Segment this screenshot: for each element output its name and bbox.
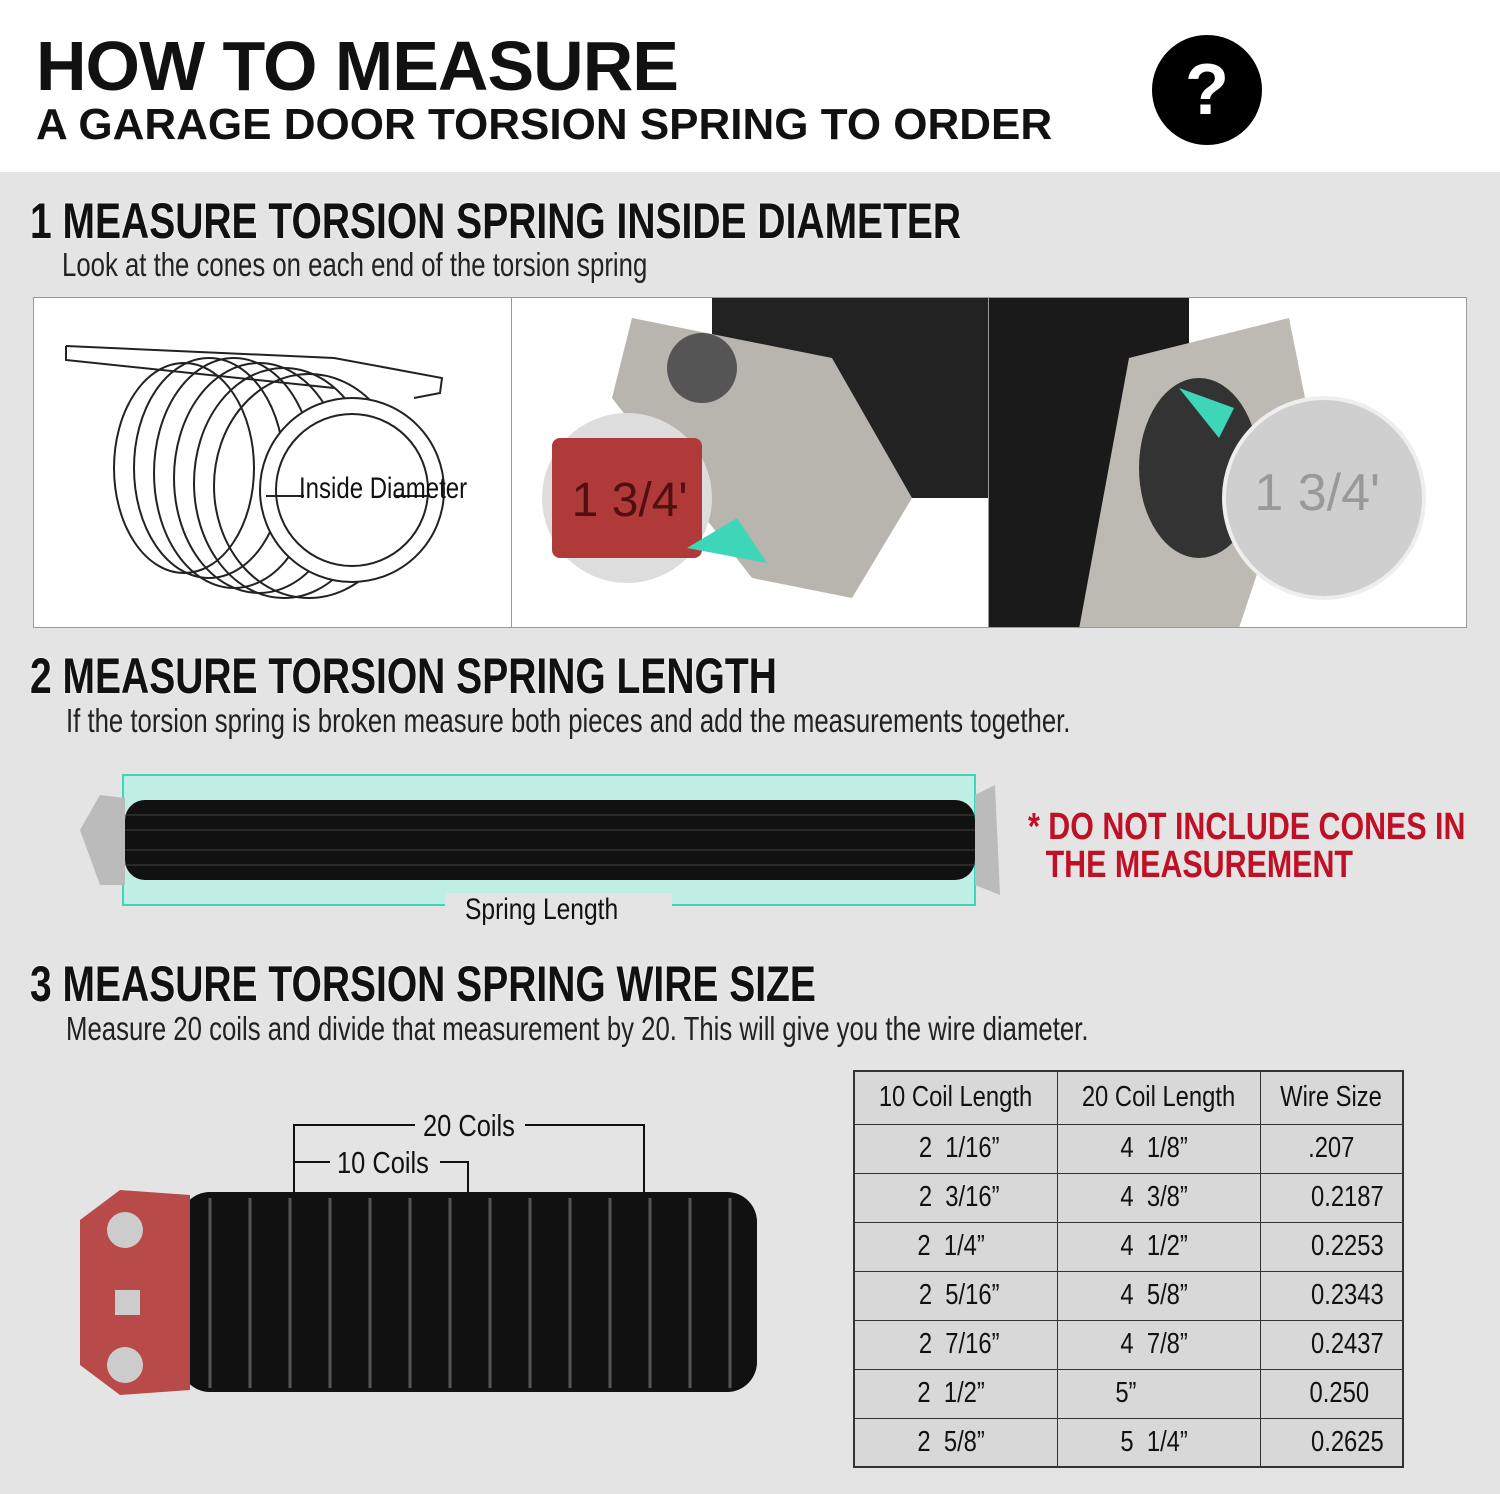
twenty-coils-label: 20 Coils [423, 1108, 515, 1143]
spring-length-label: Spring Length [465, 893, 619, 926]
cone-photo-red [512, 298, 990, 627]
header-10-coil: 10 Coil Length [854, 1071, 1057, 1124]
spring-length-image [70, 770, 1010, 910]
page-subtitle: A GARAGE DOOR TORSION SPRING TO ORDER [36, 100, 1053, 149]
table-row: 2 3/16” 4 3/8” 0.2187 [854, 1173, 1403, 1222]
coil-diagram [34, 298, 512, 627]
table-row: 2 5/8” 5 1/4” 0.2625 [854, 1418, 1403, 1467]
table-row: 2 1/16” 4 1/8” .207 [854, 1124, 1403, 1173]
table-row: 2 5/16” 4 5/8” 0.2343 [854, 1271, 1403, 1320]
red-cone-image [512, 298, 990, 627]
coil-illustration [34, 298, 512, 627]
silver-cone-image [989, 298, 1466, 627]
step3-heading: 3 MEASURE TORSION SPRING WIRE SIZE [30, 956, 816, 1012]
step2-heading: 2 MEASURE TORSION SPRING LENGTH [30, 648, 777, 704]
wire-size-table [853, 1070, 1404, 1468]
step1-text: Look at the cones on each end of the torsion spring [62, 246, 648, 283]
cone-marking-red: 1 3/4' [571, 474, 688, 527]
cone-photo-silver [989, 298, 1466, 627]
ten-coils-label: 10 Coils [337, 1145, 429, 1180]
inside-diameter-panels [33, 297, 1467, 628]
cone-marking-silver: 1 3/4' [1254, 464, 1380, 522]
step3-text: Measure 20 coils and divide that measurement by 20. This will give you the wire diameter. [66, 1010, 1089, 1047]
spring-length-label-wrap [445, 893, 672, 927]
table-header-row [854, 1071, 1403, 1124]
table-row: 2 1/4” 4 1/2” 0.2253 [854, 1222, 1403, 1271]
step2-text: If the torsion spring is broken measure both pieces and add the measurements together. [66, 702, 1071, 739]
cones-warning-line2: THE MEASUREMENT [1045, 844, 1353, 886]
table-row: 2 1/2” 5” 0.250 [854, 1369, 1403, 1418]
header-20-coil: 20 Coil Length [1057, 1071, 1260, 1124]
step1-heading: 1 MEASURE TORSION SPRING INSIDE DIAMETER [30, 193, 962, 249]
table-row: 2 7/16” 4 7/8” 0.2437 [854, 1320, 1403, 1369]
page-title: HOW TO MEASURE [36, 27, 678, 105]
inside-diameter-label: Inside Diameter [299, 472, 468, 505]
question-icon: ? [1152, 35, 1262, 145]
header-wire-size: Wire Size [1260, 1071, 1403, 1124]
cones-warning [1028, 808, 1500, 884]
cones-warning-line1: * DO NOT INCLUDE CONES IN [1028, 806, 1466, 848]
